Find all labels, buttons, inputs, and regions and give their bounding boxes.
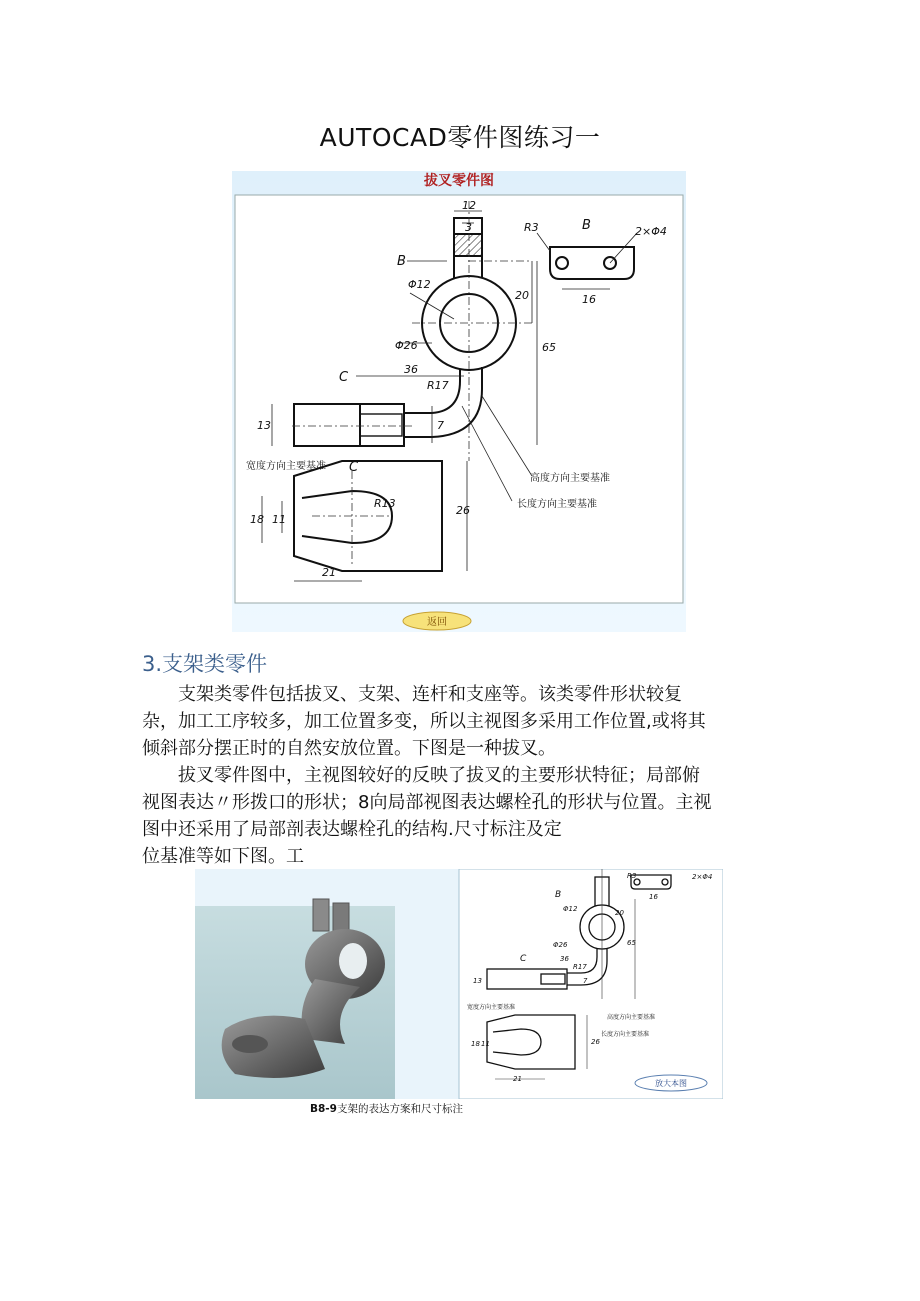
dim-11: 11 — [272, 513, 286, 526]
small-dim-r17: R17 — [573, 963, 587, 971]
paragraph-1 — [142, 681, 782, 762]
small-dim-r3: R3 — [627, 872, 637, 880]
enlarge-button[interactable] — [635, 1075, 707, 1091]
small-dim-36: 36 — [560, 955, 569, 963]
small-dim-16: 16 — [649, 893, 658, 901]
c-view-label: C — [349, 460, 359, 475]
paragraph-2-line-2: 视图表达〃形拨口的形状；8向局部视图表达螺栓孔的形状与位置。主视 — [142, 792, 712, 813]
paragraph-2-line-3: 图中还采用了局部剖表达螺栓孔的结构.尺寸标注及定 — [142, 819, 562, 840]
paragraph-1-line-3: 倾斜部分摆正时的自然安放位置。下图是一种拔叉。 — [142, 738, 556, 759]
return-button-label: 返回 — [427, 617, 447, 628]
fork-part-drawing — [232, 171, 686, 632]
small-dim-holes: 2×Φ4 — [692, 873, 713, 881]
dim-r13: R13 — [374, 497, 396, 510]
banner-title: 拔叉零件图 — [424, 173, 494, 189]
paragraph-1-line-2: 杂，加工工序较多，加工位置多变，所以主视图多采用工作位置,或将其 — [142, 711, 706, 732]
paragraph-2 — [142, 762, 782, 870]
bracket-figure — [195, 869, 723, 1099]
dim-26: 26 — [456, 504, 470, 517]
small-c-label: C — [520, 954, 527, 964]
small-dim-7: 7 — [583, 977, 588, 985]
caption-number: B8-9 — [310, 1103, 337, 1115]
dim-13: 13 — [257, 419, 271, 432]
paragraph-2-line-4: 位基准等如下图。工 — [142, 846, 304, 867]
dim-holes: 2×Φ4 — [635, 225, 667, 238]
height-datum-label: 高度方向主要基准 — [530, 473, 610, 484]
small-dim-26: 26 — [591, 1038, 600, 1046]
dim-36: 36 — [404, 363, 418, 376]
paragraph-2-line-1: 拔叉零件图中，主视图较好的反映了拔叉的主要形状特征；局部俯 — [178, 765, 700, 786]
dim-12: 12 — [462, 199, 476, 212]
small-dim-phi12: Φ12 — [563, 905, 578, 913]
section-heading: 3.支架类零件 — [142, 652, 268, 676]
small-dim-phi26: Φ26 — [553, 941, 568, 949]
dim-20: 20 — [515, 289, 529, 302]
dim-21: 21 — [322, 566, 336, 579]
b-view — [550, 247, 634, 279]
small-dim-13: 13 — [473, 977, 482, 985]
c-view-arrow-label: C — [339, 370, 349, 385]
small-dim-20: 20 — [615, 909, 624, 917]
dim-r3: R3 — [524, 221, 539, 234]
dim-18: 18 — [250, 513, 264, 526]
width-datum-label: 宽度方向主要基准 — [246, 461, 326, 472]
bracket-figure-svg — [195, 869, 723, 1099]
small-height-datum-label: 高度方向主要基准 — [607, 1014, 656, 1021]
small-b-label: B — [555, 890, 562, 900]
small-dim-11: 11 — [481, 1040, 490, 1048]
b-view-arrow-label: B — [397, 254, 406, 269]
paragraph-1-line-1: 支架类零件包括拔叉、支架、连杆和支座等。该类零件形状较复 — [178, 684, 682, 705]
dim-7: 7 — [437, 419, 444, 432]
dim-phi26: Φ26 — [395, 339, 418, 352]
dim-r17: R17 — [427, 379, 449, 392]
small-length-datum-label: 长度方向主要基准 — [601, 1031, 650, 1038]
dim-3: 3 — [465, 221, 472, 234]
length-datum-label: 长度方向主要基准 — [517, 499, 597, 510]
small-dim-18: 18 — [471, 1040, 480, 1048]
small-dim-65: 65 — [627, 939, 636, 947]
enlarge-button-label: 放大本图 — [655, 1079, 687, 1088]
return-button[interactable] — [403, 612, 471, 630]
small-width-datum-label: 宽度方向主要基准 — [467, 1004, 516, 1011]
document-title: AUTOCAD零件图练习一 — [319, 123, 601, 152]
dim-16: 16 — [582, 293, 596, 306]
small-dim-21: 21 — [513, 1075, 522, 1083]
caption-text: 支架的表达方案和尺寸标注 — [336, 1103, 463, 1115]
dim-65: 65 — [542, 341, 556, 354]
figure-caption — [310, 1101, 463, 1116]
dim-phi12: Φ12 — [408, 278, 431, 291]
fork-drawing-svg — [232, 171, 686, 632]
b-view-label: B — [582, 218, 591, 233]
